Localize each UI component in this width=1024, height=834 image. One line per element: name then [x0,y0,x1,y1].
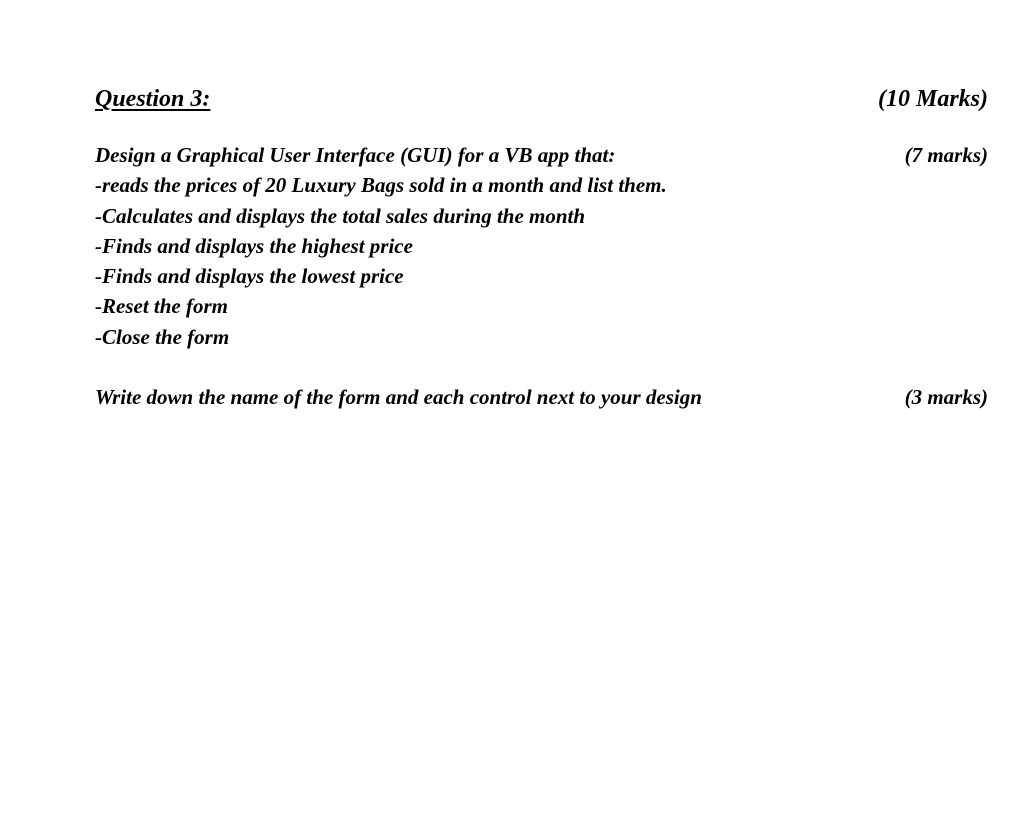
requirement-item: -Close the form [95,324,230,349]
part-a-intro-line [95,141,988,171]
question-title: Question 3: [95,86,211,112]
question-body [95,141,988,414]
requirement-item: -Reset the form [95,294,228,319]
requirement-item: -reads the prices of 20 Luxury Bags sold in a month and list them. [95,173,667,198]
question-total-marks: (10 Marks) [877,86,988,112]
requirement-item: -Finds and displays the highest price [95,233,413,258]
part-b-text: Write down the name of the form and each control next to your design [95,385,702,410]
exam-page [95,0,988,834]
part-a-marks: (7 marks) [904,143,988,167]
requirement-item: -Calculates and displays the total sales during the month [95,203,586,228]
requirement-item: -Finds and displays the lowest price [95,264,404,289]
part-b-line [95,383,988,413]
part-a-intro: Design a Graphical User Interface (GUI) for a VB app that: [95,143,616,167]
part-b-marks: (3 marks) [904,385,988,410]
spacer [95,353,988,383]
question-header [95,86,988,120]
